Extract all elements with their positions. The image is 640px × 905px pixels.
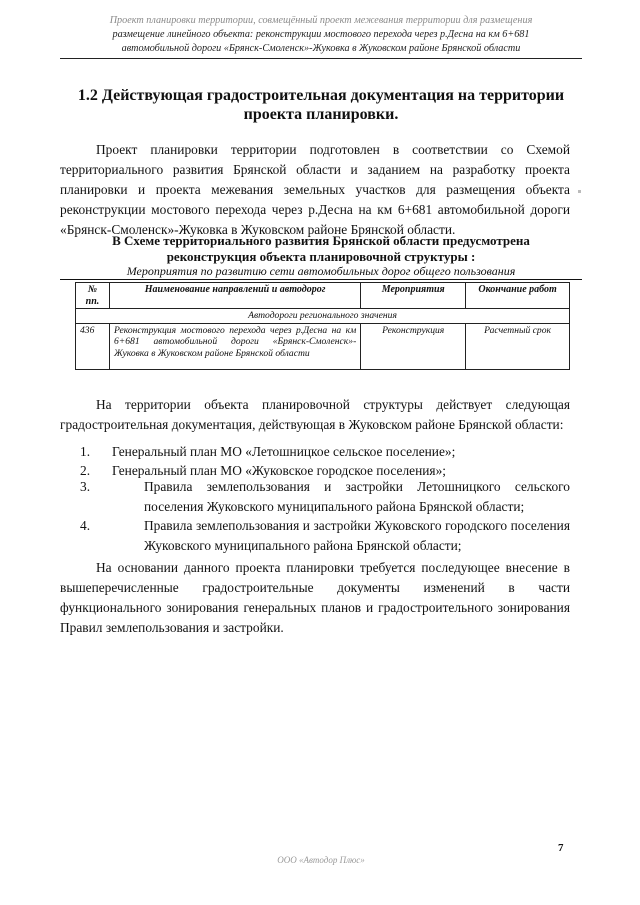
document-header <box>60 14 582 59</box>
intro-paragraph-text: Проект планировки территории подготовлен в соответствии со Схемой территориального развития Брянской области и заданием на разработку проекта планировки и проекта межевания земельных участков для размещения объекта реконструкции мостового перехода через р.Десна на км 6+681 автомобильной дороги «Брянск-Смоленск»-Жуковка в Жуковском районе Брянской области. <box>60 142 570 237</box>
scheme-title <box>60 233 582 265</box>
list-item-number: 2. <box>80 463 91 478</box>
list-item-number: 3. <box>80 479 91 494</box>
header-line-2: размещение линейного объекта: реконструкции мостового перехода через р.Десна на км 6+681 <box>112 29 530 40</box>
list-item-text-content: Правила землепользования и застройки Летошницкого сельского поселения Жуковского муниципального района Брянской области; <box>144 479 570 514</box>
scheme-title-line-2: реконструкция объекта планировочной структуры : <box>166 249 476 264</box>
scan-speck <box>578 190 581 193</box>
row-name: Реконструкция мостового перехода через р.Десна на км 6+681 автомобильной дороги «Брянск-Смоленск»-Жуковка в Жуковском районе Брянской области <box>109 323 360 369</box>
page-number: 7 <box>558 842 564 854</box>
section-title <box>60 86 582 124</box>
list-item-text <box>80 477 570 516</box>
section-title-line-1: 1.2 Действующая градостроительная документация на территории <box>77 87 565 104</box>
header-line-1: Проект планировки территории, совмещённый проект межевания территории для размещения <box>109 15 533 26</box>
document-list-item <box>80 477 570 516</box>
header-line-3: автомобильной дороги «Брянск-Смоленск»-Жуковка в Жуковском районе Брянской области <box>121 43 521 54</box>
list-item-text: Генеральный план МО «Жуковское городское поселения»; <box>112 463 447 478</box>
scheme-title-line-1: В Схеме территориального развития Брянской области предусмотрена <box>112 233 530 248</box>
header-num: № пп. <box>76 283 110 309</box>
table-group-row <box>76 309 570 324</box>
list-item-text-content: Правила землепользования и застройки Жуковского городского поселения Жуковского муниципального района Брянской области; <box>144 518 570 553</box>
row-measure: Реконструкция <box>361 323 466 369</box>
list-item-number: 1. <box>80 444 91 459</box>
document-list-item <box>80 442 570 462</box>
document-list-item <box>80 516 570 555</box>
list-item-text: Генеральный план МО «Летошницкое сельское поселение»; <box>112 444 456 459</box>
header-name: Наименование направлений и автодорог <box>109 283 360 309</box>
row-num: 436 <box>76 323 110 369</box>
group-label: Автодороги регионального значения <box>76 309 570 324</box>
table-row <box>76 323 570 369</box>
measures-table <box>75 282 570 370</box>
document-footer: ООО «Автодор Плюс» <box>277 855 365 865</box>
header-measure: Мероприятия <box>361 283 466 309</box>
territory-paragraph-text: На территории объекта планировочной структуры действует следующая градостроительная документация, действующая в Жуковском районе Брянской области: <box>60 397 570 432</box>
conclusion-paragraph <box>60 558 570 638</box>
row-end: Расчетный срок <box>466 323 570 369</box>
intro-paragraph <box>60 140 570 240</box>
table-header-row <box>76 283 570 309</box>
territory-paragraph <box>60 395 570 435</box>
table-caption: Мероприятия по развитию сети автомобильных дорог общего пользования <box>60 264 582 280</box>
header-end: Окончание работ <box>466 283 570 309</box>
list-item-text <box>80 516 570 555</box>
list-item-number: 4. <box>80 518 91 533</box>
section-title-line-2: проекта планировки. <box>243 106 399 123</box>
conclusion-paragraph-text: На основании данного проекта планировки требуется последующее внесение в вышеперечисленные градостроительные документы изменений в части функционального зонирования генеральных планов и градостроительного зонирования Правил землепользования и застройки. <box>60 560 570 635</box>
